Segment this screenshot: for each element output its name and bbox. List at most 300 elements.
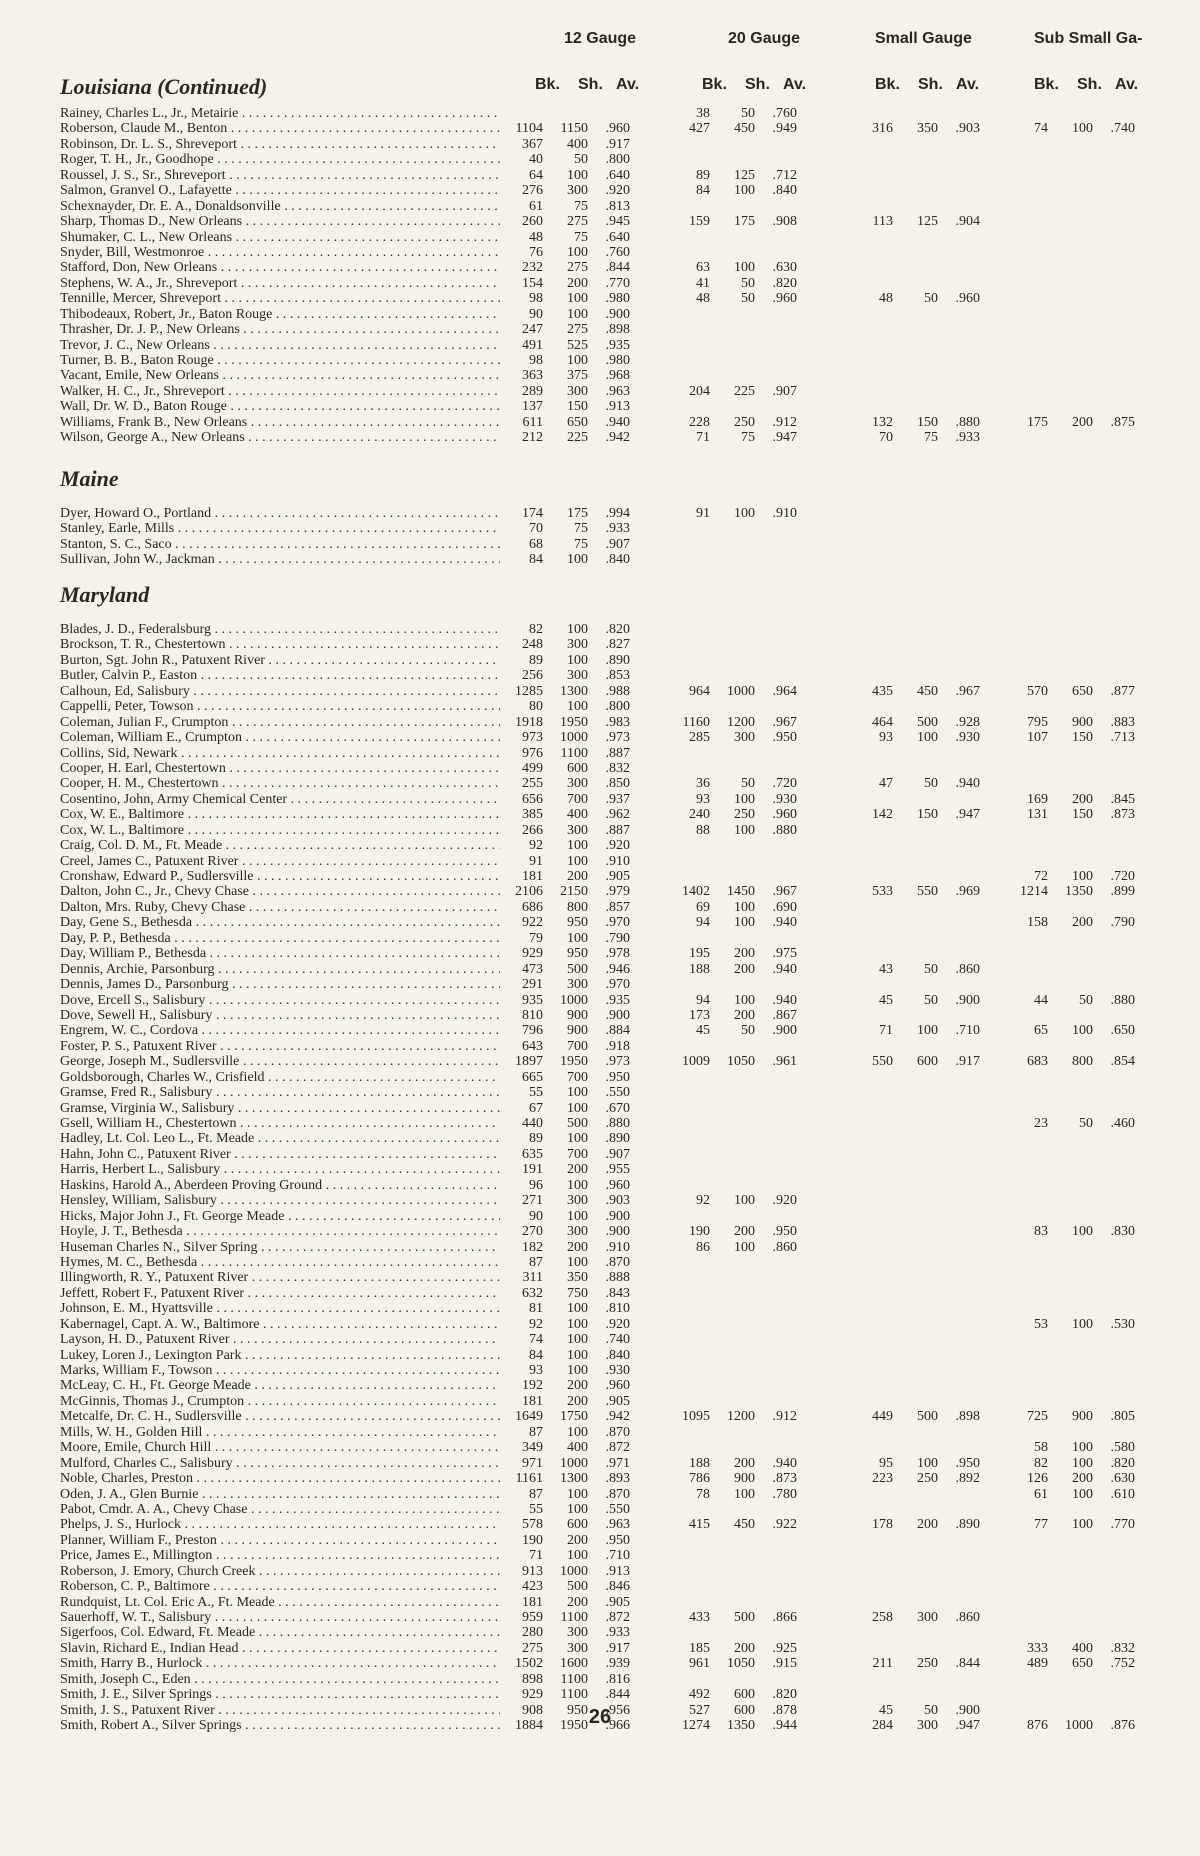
score-cell: 450 bbox=[734, 1517, 755, 1533]
score-cell: .947 bbox=[955, 1718, 980, 1734]
table-row bbox=[0, 322, 1200, 337]
score-cell: 786 bbox=[689, 1471, 710, 1487]
table-row bbox=[0, 977, 1200, 992]
shooter-name: McLeay, C. H., Ft. George Meade . . . bbox=[60, 1378, 500, 1393]
shooter-name: Coleman, William E., Crumpton . . . bbox=[60, 730, 500, 745]
table-row bbox=[0, 307, 1200, 322]
score-cell: 178 bbox=[872, 1517, 893, 1533]
score-cell: .866 bbox=[772, 1610, 797, 1625]
score-cell: 150 bbox=[1072, 730, 1093, 746]
score-cell: .720 bbox=[1110, 869, 1135, 884]
col-av: Av. bbox=[783, 76, 807, 93]
score-cell: 250 bbox=[917, 1471, 938, 1487]
table-row bbox=[0, 1023, 1200, 1038]
score-cell: 300 bbox=[567, 1625, 588, 1641]
score-cell: 100 bbox=[567, 552, 588, 568]
group-sub-small-gauge: Sub Small Ga- bbox=[1034, 30, 1143, 47]
table-row bbox=[0, 1502, 1200, 1517]
score-cell: .963 bbox=[605, 1517, 630, 1533]
score-cell: .840 bbox=[772, 183, 797, 199]
score-cell: 349 bbox=[522, 1440, 543, 1456]
score-cell: 100 bbox=[567, 930, 588, 946]
score-cell: .550 bbox=[605, 1501, 630, 1517]
score-cell: 200 bbox=[734, 1224, 755, 1240]
score-cell: .877 bbox=[1110, 683, 1135, 699]
score-cell: .960 bbox=[772, 291, 797, 307]
score-cell: 611 bbox=[522, 414, 543, 430]
shooter-name: Cronshaw, Edward P., Sudlersville . . . bbox=[60, 869, 500, 884]
table-row bbox=[0, 1548, 1200, 1563]
score-cell: 363 bbox=[522, 368, 543, 384]
score-cell: .925 bbox=[772, 1640, 797, 1656]
score-cell: 2150 bbox=[560, 884, 588, 900]
score-cell: 48 bbox=[529, 229, 543, 245]
shooter-name: Creel, James C., Patuxent River . . . bbox=[60, 854, 500, 869]
score-cell: .640 bbox=[605, 167, 630, 183]
table-row bbox=[0, 384, 1200, 399]
score-cell: .890 bbox=[955, 1517, 980, 1533]
score-cell: .690 bbox=[772, 899, 797, 915]
shooter-name: Thibodeaux, Robert, Jr., Baton Rouge . . . bbox=[60, 307, 500, 322]
score-cell: 100 bbox=[1072, 1316, 1093, 1332]
score-cell: 1000 bbox=[560, 730, 588, 746]
score-cell: .888 bbox=[605, 1270, 630, 1286]
shooter-name: Calhoun, Ed, Salisbury . . . bbox=[60, 684, 500, 699]
maryland-table bbox=[0, 622, 1200, 1734]
score-cell: .740 bbox=[1110, 121, 1135, 137]
score-cell: 440 bbox=[522, 1116, 543, 1131]
table-row bbox=[0, 869, 1200, 884]
shooter-name: Tennille, Mercer, Shreveport . . . bbox=[60, 291, 500, 306]
table-row bbox=[0, 684, 1200, 699]
score-cell: 271 bbox=[522, 1193, 543, 1209]
table-row bbox=[0, 1147, 1200, 1162]
shooter-name: Stafford, Don, New Orleans . . . bbox=[60, 260, 500, 275]
score-cell: 285 bbox=[689, 730, 710, 746]
score-cell: .760 bbox=[772, 106, 797, 121]
score-cell: 68 bbox=[529, 536, 543, 552]
score-cell: 525 bbox=[567, 337, 588, 353]
score-cell: 200 bbox=[917, 1517, 938, 1533]
score-cell: .968 bbox=[605, 368, 630, 384]
score-cell: 1950 bbox=[560, 714, 588, 730]
score-cell: .870 bbox=[605, 1486, 630, 1502]
score-cell: .845 bbox=[1110, 791, 1135, 807]
score-cell: .933 bbox=[955, 430, 980, 446]
score-cell: 75 bbox=[574, 229, 588, 245]
score-cell: 98 bbox=[529, 291, 543, 307]
score-cell: .846 bbox=[605, 1579, 630, 1595]
score-cell: .872 bbox=[605, 1610, 630, 1625]
score-cell: 150 bbox=[567, 399, 588, 415]
score-cell: .832 bbox=[605, 760, 630, 776]
score-cell: 50 bbox=[924, 776, 938, 792]
score-cell: 275 bbox=[567, 260, 588, 276]
shooter-name: Johnson, E. M., Hyattsville . . . bbox=[60, 1301, 500, 1316]
shooter-name: Oden, J. A., Glen Burnie . . . bbox=[60, 1487, 500, 1502]
score-cell: 92 bbox=[529, 838, 543, 854]
score-cell: .713 bbox=[1110, 730, 1135, 746]
shooter-name: Hensley, William, Salisbury . . . bbox=[60, 1193, 500, 1208]
score-cell: 1150 bbox=[560, 121, 588, 137]
score-cell: .933 bbox=[605, 1625, 630, 1641]
shooter-name: Stanley, Earle, Mills . . . bbox=[60, 521, 500, 536]
score-cell: 225 bbox=[734, 383, 755, 399]
table-row bbox=[0, 1039, 1200, 1054]
score-cell: 232 bbox=[522, 260, 543, 276]
table-row bbox=[0, 399, 1200, 414]
table-row bbox=[0, 168, 1200, 183]
shooter-name: Sigerfoos, Col. Edward, Ft. Meade . . . bbox=[60, 1625, 500, 1640]
score-cell: 300 bbox=[567, 1193, 588, 1209]
score-cell: .875 bbox=[1110, 414, 1135, 430]
score-cell: 86 bbox=[696, 1239, 710, 1255]
table-row bbox=[0, 1008, 1200, 1023]
score-cell: 181 bbox=[522, 1393, 543, 1409]
score-cell: 450 bbox=[917, 683, 938, 699]
score-cell: 100 bbox=[1072, 1440, 1093, 1456]
table-row bbox=[0, 1301, 1200, 1316]
score-cell: .840 bbox=[605, 552, 630, 568]
table-row bbox=[0, 1471, 1200, 1486]
col-av: Av. bbox=[616, 76, 640, 93]
score-cell: 300 bbox=[567, 822, 588, 838]
score-cell: 150 bbox=[917, 414, 938, 430]
score-cell: 100 bbox=[1072, 121, 1093, 137]
score-cell: 181 bbox=[522, 869, 543, 884]
score-cell: 491 bbox=[522, 337, 543, 353]
score-cell: .898 bbox=[605, 322, 630, 338]
shooter-name: Wall, Dr. W. D., Baton Rouge . . . bbox=[60, 399, 500, 414]
score-cell: .962 bbox=[605, 807, 630, 823]
score-cell: 100 bbox=[734, 260, 755, 276]
score-cell: 300 bbox=[917, 1610, 938, 1625]
score-cell: .860 bbox=[955, 961, 980, 977]
score-cell: 100 bbox=[567, 353, 588, 368]
score-cell: 188 bbox=[689, 1455, 710, 1471]
score-cell: 100 bbox=[567, 1501, 588, 1517]
score-cell: 87 bbox=[529, 1254, 543, 1270]
score-cell: 94 bbox=[696, 992, 710, 1008]
table-row bbox=[0, 1348, 1200, 1363]
shooter-name: Smith, J. S., Patuxent River . . . bbox=[60, 1703, 500, 1718]
score-cell: .790 bbox=[605, 930, 630, 946]
score-cell: .907 bbox=[772, 383, 797, 399]
shooter-name: Metcalfe, Dr. C. H., Sudlersville . . . bbox=[60, 1409, 500, 1424]
score-cell: 50 bbox=[741, 1023, 755, 1039]
score-cell: 500 bbox=[567, 1579, 588, 1595]
table-row bbox=[0, 1610, 1200, 1625]
table-row bbox=[0, 1641, 1200, 1656]
table-row bbox=[0, 1363, 1200, 1378]
table-row bbox=[0, 1116, 1200, 1131]
shooter-name: Brockson, T. R., Chestertown . . . bbox=[60, 637, 500, 652]
table-row bbox=[0, 415, 1200, 430]
score-cell: 92 bbox=[696, 1193, 710, 1209]
score-cell: .670 bbox=[605, 1100, 630, 1116]
score-cell: .816 bbox=[605, 1671, 630, 1687]
score-cell: 200 bbox=[567, 1239, 588, 1255]
score-cell: .978 bbox=[605, 946, 630, 962]
score-cell: 100 bbox=[1072, 869, 1093, 884]
score-cell: .770 bbox=[605, 275, 630, 291]
score-cell: 700 bbox=[567, 1038, 588, 1054]
score-cell: .900 bbox=[955, 1702, 980, 1718]
score-cell: 1000 bbox=[727, 683, 755, 699]
score-cell: .940 bbox=[772, 961, 797, 977]
shooter-name: Cooper, H. Earl, Chestertown . . . bbox=[60, 761, 500, 776]
table-row bbox=[0, 1162, 1200, 1177]
score-cell: .840 bbox=[605, 1347, 630, 1363]
score-cell: .960 bbox=[772, 807, 797, 823]
section-title-maryland: Maryland bbox=[60, 582, 150, 607]
score-cell: 800 bbox=[567, 899, 588, 915]
table-row bbox=[0, 730, 1200, 745]
shooter-name: Cooper, H. M., Chestertown . . . bbox=[60, 776, 500, 791]
score-cell: 900 bbox=[734, 1471, 755, 1487]
shooter-name: Rainey, Charles L., Jr., Metairie . . . bbox=[60, 106, 500, 121]
louisiana-table bbox=[0, 106, 1200, 446]
table-row bbox=[0, 1425, 1200, 1440]
score-cell: 266 bbox=[522, 822, 543, 838]
score-cell: 75 bbox=[574, 198, 588, 214]
score-cell: 1000 bbox=[1065, 1718, 1093, 1734]
score-cell: 100 bbox=[567, 699, 588, 715]
table-row bbox=[0, 230, 1200, 245]
score-cell: 260 bbox=[522, 214, 543, 230]
score-cell: 750 bbox=[567, 1285, 588, 1301]
table-row bbox=[0, 353, 1200, 368]
score-cell: 223 bbox=[872, 1471, 893, 1487]
shooter-name: Turner, B. B., Baton Rouge . . . bbox=[60, 353, 500, 368]
score-cell: 876 bbox=[1027, 1718, 1048, 1734]
score-cell: 632 bbox=[522, 1285, 543, 1301]
table-row bbox=[0, 854, 1200, 869]
score-cell: 500 bbox=[917, 1409, 938, 1425]
shooter-name: Harris, Herbert L., Salisbury . . . bbox=[60, 1162, 500, 1177]
table-row bbox=[0, 1332, 1200, 1347]
shooter-name: Day, William P., Bethesda . . . bbox=[60, 946, 500, 961]
score-cell: .800 bbox=[605, 152, 630, 168]
score-cell: 311 bbox=[522, 1270, 543, 1286]
shooter-name: Robinson, Dr. L. S., Shreveport . . . bbox=[60, 137, 500, 152]
score-cell: 44 bbox=[1034, 992, 1048, 1008]
score-cell: .844 bbox=[955, 1656, 980, 1672]
table-row bbox=[0, 622, 1200, 637]
score-cell: 191 bbox=[522, 1162, 543, 1178]
score-cell: 2106 bbox=[515, 884, 543, 900]
table-row bbox=[0, 884, 1200, 899]
score-cell: 93 bbox=[696, 791, 710, 807]
score-cell: 23 bbox=[1034, 1116, 1048, 1131]
score-cell: .832 bbox=[1110, 1640, 1135, 1656]
score-cell: 89 bbox=[529, 1131, 543, 1147]
table-row bbox=[0, 746, 1200, 761]
score-cell: .979 bbox=[605, 884, 630, 900]
shooter-name: Stanton, S. C., Saco . . . bbox=[60, 537, 500, 552]
score-cell: 74 bbox=[1034, 121, 1048, 137]
score-cell: 91 bbox=[529, 853, 543, 869]
score-cell: 100 bbox=[567, 291, 588, 307]
score-cell: 100 bbox=[734, 1486, 755, 1502]
shooter-name: Pabot, Cmdr. A. A., Chevy Chase . . . bbox=[60, 1502, 500, 1517]
score-cell: 125 bbox=[734, 167, 755, 183]
score-cell: 247 bbox=[522, 322, 543, 338]
score-cell: 212 bbox=[522, 430, 543, 446]
score-cell: .956 bbox=[605, 1702, 630, 1718]
table-row bbox=[0, 1286, 1200, 1301]
score-cell: 400 bbox=[567, 136, 588, 152]
score-cell: .887 bbox=[605, 745, 630, 761]
score-cell: 725 bbox=[1027, 1409, 1048, 1425]
shooter-name: Mulford, Charles C., Salisbury . . . bbox=[60, 1456, 500, 1471]
shooter-name: Kabernagel, Capt. A. W., Baltimore . . . bbox=[60, 1317, 500, 1332]
shooter-name: Coleman, Julian F., Crumpton . . . bbox=[60, 715, 500, 730]
score-cell: 200 bbox=[567, 1594, 588, 1610]
score-cell: 96 bbox=[529, 1177, 543, 1193]
score-cell: .973 bbox=[605, 1054, 630, 1070]
score-cell: 190 bbox=[689, 1224, 710, 1240]
score-cell: 100 bbox=[567, 838, 588, 854]
score-cell: 1214 bbox=[1020, 884, 1048, 900]
shooter-name: Dennis, James D., Parsonburg . . . bbox=[60, 977, 500, 992]
score-cell: .740 bbox=[605, 1332, 630, 1348]
table-row bbox=[0, 152, 1200, 167]
score-cell: 100 bbox=[567, 244, 588, 260]
score-cell: 91 bbox=[696, 506, 710, 521]
score-cell: 45 bbox=[879, 992, 893, 1008]
score-cell: 550 bbox=[917, 884, 938, 900]
score-cell: .903 bbox=[605, 1193, 630, 1209]
shooter-name: Williams, Frank B., New Orleans . . . bbox=[60, 415, 500, 430]
score-cell: 61 bbox=[1034, 1486, 1048, 1502]
table-row bbox=[0, 1209, 1200, 1224]
shooter-name: Walker, H. C., Jr., Shreveport . . . bbox=[60, 384, 500, 399]
table-row bbox=[0, 430, 1200, 445]
score-cell: 976 bbox=[522, 745, 543, 761]
shooter-name: Roussel, J. S., Sr., Shreveport . . . bbox=[60, 168, 500, 183]
score-cell: .844 bbox=[605, 1687, 630, 1703]
score-cell: 200 bbox=[1072, 915, 1093, 931]
score-cell: .910 bbox=[605, 853, 630, 869]
col-bk: Bk. bbox=[702, 76, 727, 93]
score-cell: .940 bbox=[772, 992, 797, 1008]
score-cell: 100 bbox=[567, 1085, 588, 1101]
score-cell: .810 bbox=[605, 1301, 630, 1317]
score-cell: .942 bbox=[605, 1409, 630, 1425]
score-cell: 100 bbox=[734, 822, 755, 838]
score-cell: 900 bbox=[1072, 714, 1093, 730]
score-cell: .928 bbox=[955, 714, 980, 730]
table-row bbox=[0, 137, 1200, 152]
score-cell: .883 bbox=[1110, 714, 1135, 730]
score-cell: 150 bbox=[1072, 807, 1093, 823]
score-cell: .610 bbox=[1110, 1486, 1135, 1502]
score-cell: 93 bbox=[529, 1363, 543, 1378]
score-cell: 100 bbox=[567, 1486, 588, 1502]
table-row bbox=[0, 792, 1200, 807]
score-cell: .961 bbox=[772, 1054, 797, 1070]
table-row bbox=[0, 1625, 1200, 1640]
score-cell: 93 bbox=[879, 730, 893, 746]
score-cell: 1100 bbox=[560, 745, 588, 761]
shooter-name: Illingworth, R. Y., Patuxent River . . . bbox=[60, 1270, 500, 1285]
table-row bbox=[0, 993, 1200, 1008]
score-cell: 159 bbox=[689, 214, 710, 230]
score-cell: .967 bbox=[955, 683, 980, 699]
table-row bbox=[0, 931, 1200, 946]
score-cell: .945 bbox=[605, 214, 630, 230]
col-sh: Sh. bbox=[578, 76, 603, 93]
score-cell: .850 bbox=[605, 776, 630, 792]
table-row bbox=[0, 521, 1200, 536]
score-cell: 275 bbox=[567, 322, 588, 338]
score-cell: 90 bbox=[529, 306, 543, 322]
score-cell: 50 bbox=[1079, 1116, 1093, 1131]
score-cell: .770 bbox=[1110, 1517, 1135, 1533]
score-cell: 58 bbox=[1034, 1440, 1048, 1456]
score-cell: 900 bbox=[567, 1023, 588, 1039]
shooter-name: Hahn, John C., Patuxent River . . . bbox=[60, 1147, 500, 1162]
group-12-gauge: 12 Gauge bbox=[564, 30, 637, 47]
table-row bbox=[0, 776, 1200, 791]
score-cell: 275 bbox=[567, 214, 588, 230]
score-cell: 1649 bbox=[515, 1409, 543, 1425]
score-cell: .712 bbox=[772, 167, 797, 183]
score-cell: .940 bbox=[955, 776, 980, 792]
score-cell: .937 bbox=[605, 791, 630, 807]
score-cell: 900 bbox=[567, 1007, 588, 1023]
score-cell: 300 bbox=[567, 637, 588, 653]
score-cell: 415 bbox=[689, 1517, 710, 1533]
score-cell: 800 bbox=[1072, 1054, 1093, 1070]
score-cell: 41 bbox=[696, 275, 710, 291]
maine-table bbox=[0, 506, 1200, 568]
score-cell: .760 bbox=[605, 244, 630, 260]
score-cell: 89 bbox=[529, 652, 543, 668]
score-cell: 182 bbox=[522, 1239, 543, 1255]
score-cell: 100 bbox=[1072, 1023, 1093, 1039]
score-cell: .710 bbox=[955, 1023, 980, 1039]
score-cell: 1918 bbox=[515, 714, 543, 730]
score-cell: 100 bbox=[567, 1424, 588, 1440]
score-cell: 55 bbox=[529, 1085, 543, 1101]
score-cell: 200 bbox=[567, 869, 588, 884]
shooter-name: Cosentino, John, Army Chemical Center . . . bbox=[60, 792, 500, 807]
score-cell: 258 bbox=[872, 1610, 893, 1625]
score-cell: 1950 bbox=[560, 1054, 588, 1070]
score-cell: 1095 bbox=[682, 1409, 710, 1425]
score-cell: .950 bbox=[772, 730, 797, 746]
score-cell: 280 bbox=[522, 1625, 543, 1641]
score-cell: 67 bbox=[529, 1100, 543, 1116]
score-cell: 400 bbox=[567, 1440, 588, 1456]
table-row bbox=[0, 537, 1200, 552]
score-cell: 810 bbox=[522, 1007, 543, 1023]
shooter-name: Roberson, J. Emory, Church Creek . . . bbox=[60, 1564, 500, 1579]
shooter-name: Sullivan, John W., Jackman . . . bbox=[60, 552, 500, 567]
score-cell: 77 bbox=[1034, 1517, 1048, 1533]
score-cell: 100 bbox=[567, 1131, 588, 1147]
score-cell: .853 bbox=[605, 668, 630, 684]
score-cell: .884 bbox=[605, 1023, 630, 1039]
score-cell: .710 bbox=[605, 1548, 630, 1564]
score-cell: 289 bbox=[522, 383, 543, 399]
score-cell: 100 bbox=[917, 730, 938, 746]
score-cell: 240 bbox=[689, 807, 710, 823]
score-cell: 686 bbox=[522, 899, 543, 915]
table-row bbox=[0, 915, 1200, 930]
